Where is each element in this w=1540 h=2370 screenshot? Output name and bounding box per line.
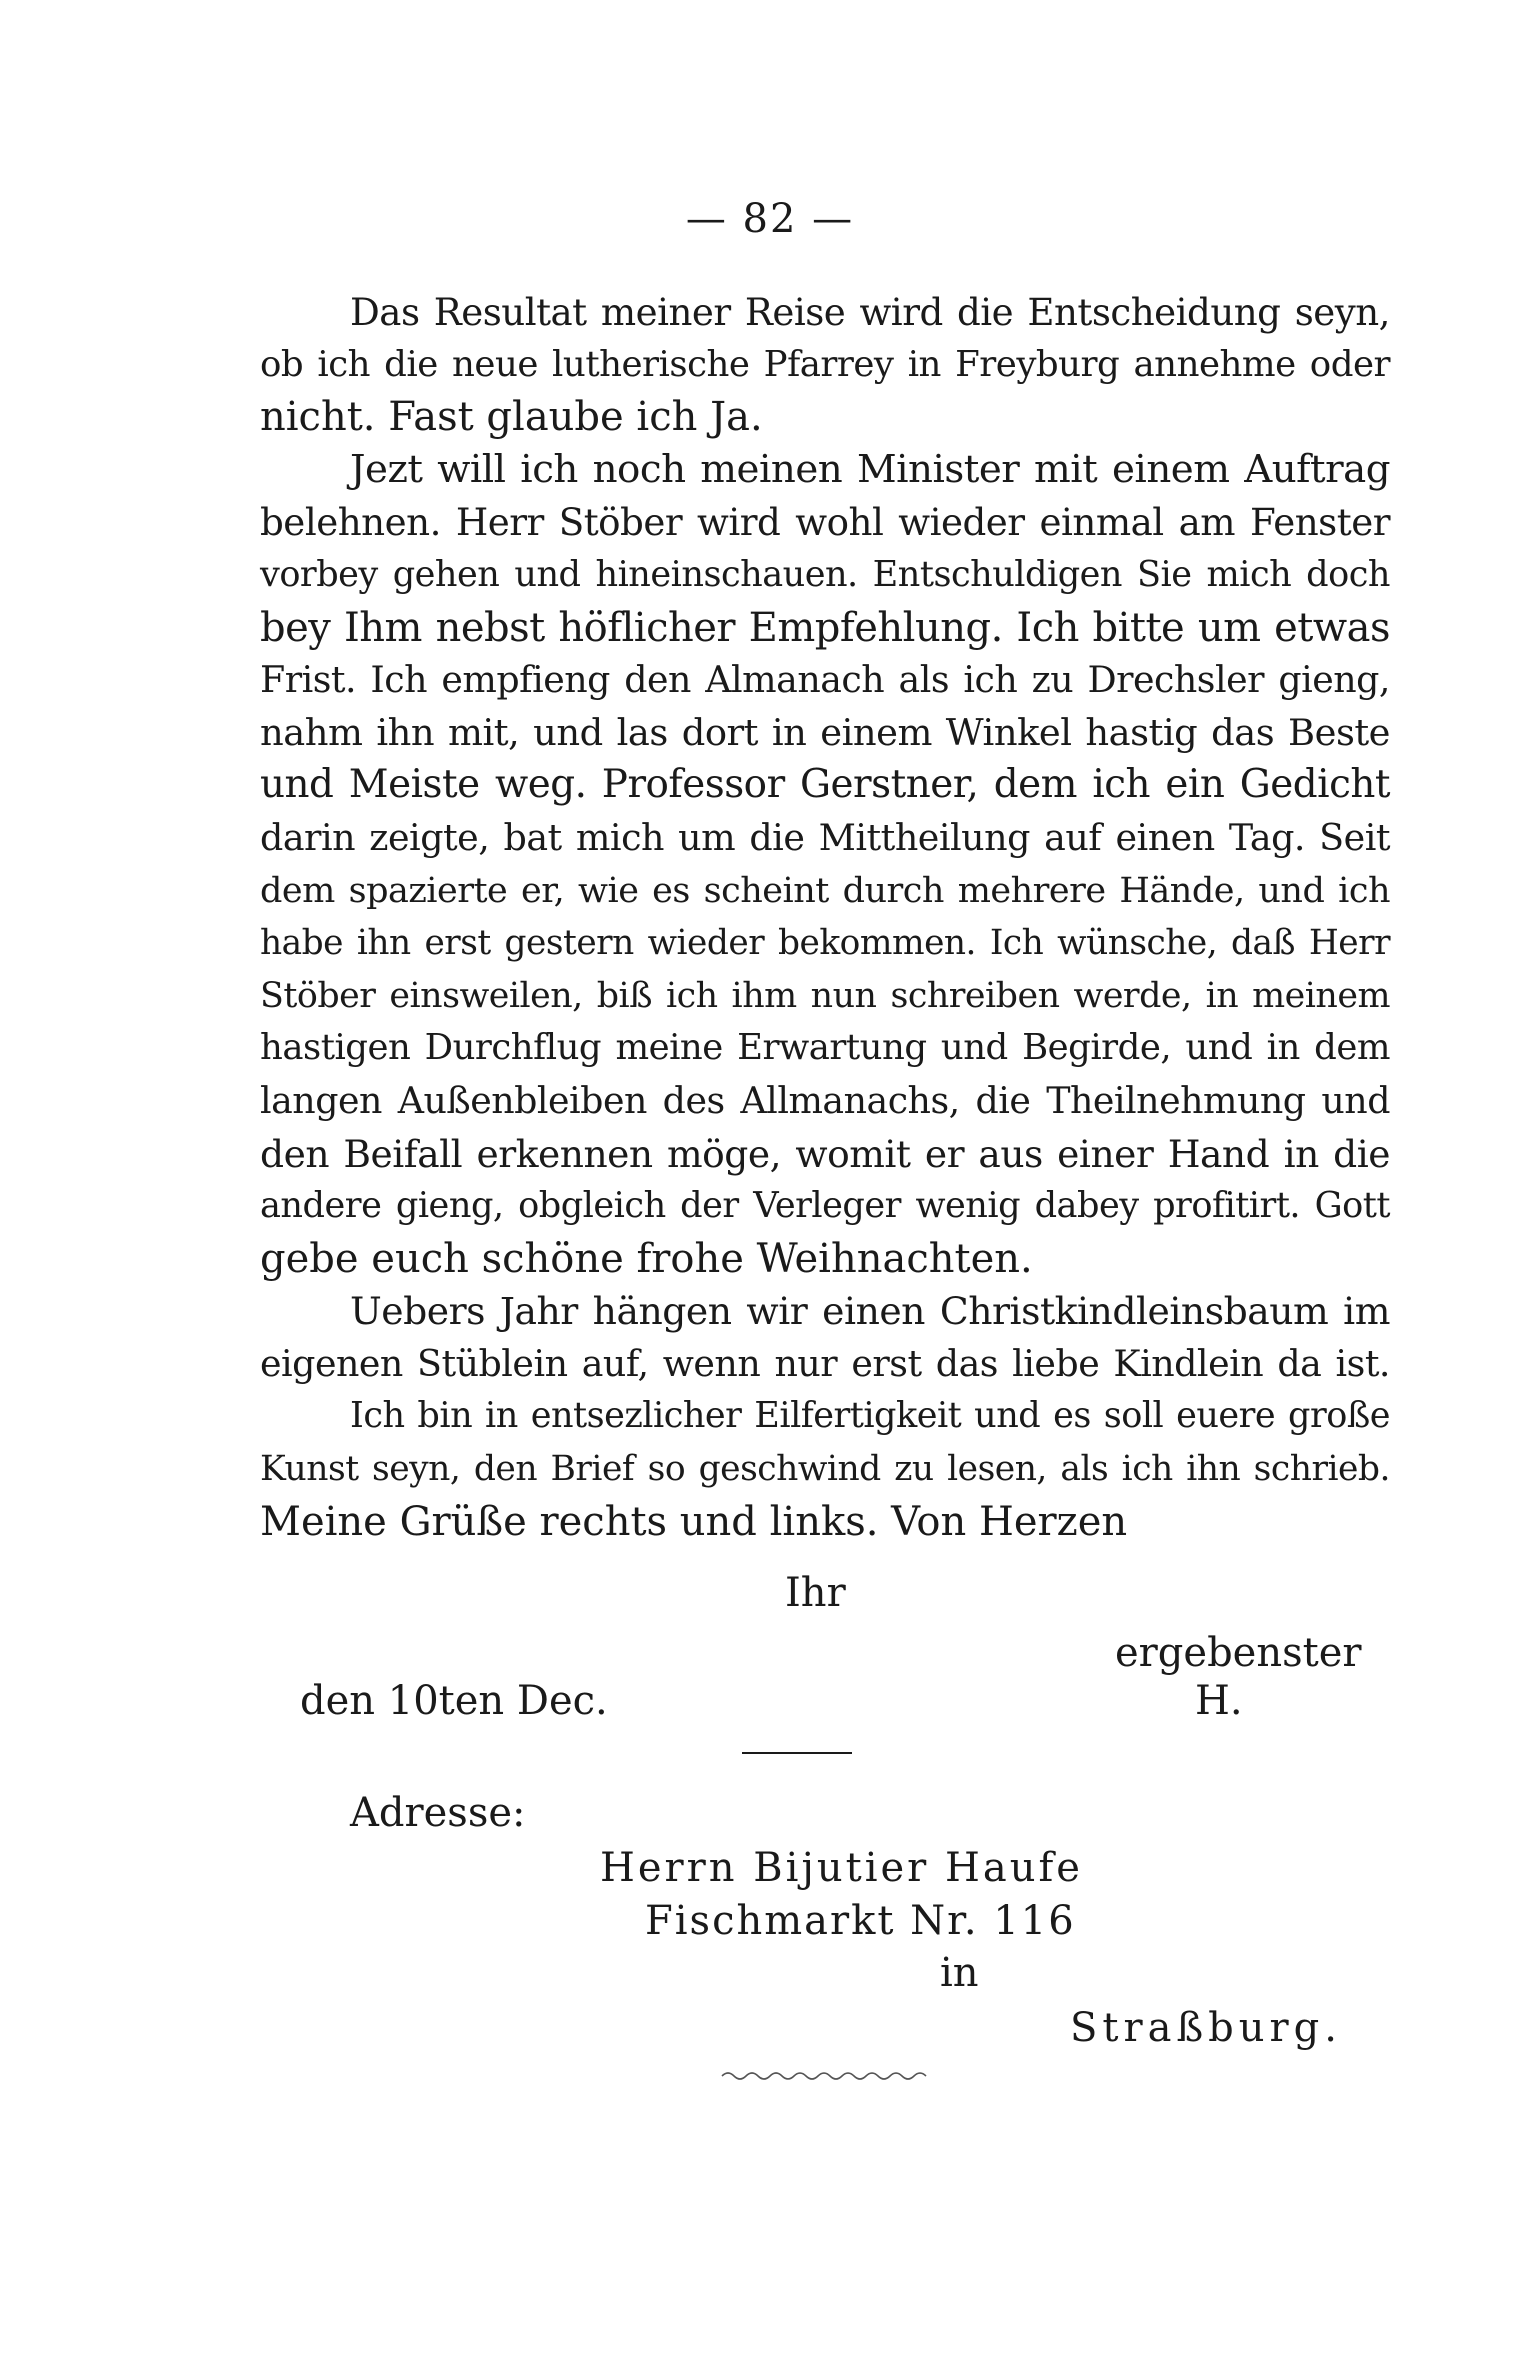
body-line: Das Resultat meiner Reise wird die Entscheidung seyn, [350, 290, 1390, 334]
page-number: — 82 — [685, 196, 855, 242]
body-line: Stöber einsweilen, biß ich ihm nun schreiben werde, in meinem [260, 975, 1390, 1016]
signature-initial: H. [1195, 1678, 1243, 1724]
body-line: Jezt will ich noch meinen Minister mit einem Auftrag [350, 446, 1390, 492]
body-line: Uebers Jahr hängen wir einen Christkindleinsbaum im [350, 1289, 1390, 1334]
body-line: hastigen Durchflug meine Erwartung und Begirde, und in dem [260, 1027, 1390, 1069]
body-line: habe ihn erst gestern wieder bekommen. Ich wünsche, daß Herr [260, 923, 1390, 964]
body-line: und Meiste weg. Professor Gerstner, dem ich ein Gedicht [260, 762, 1390, 808]
address-line-city: Straßburg. [1070, 2005, 1342, 2051]
address-line-in: in [940, 1950, 979, 1996]
letter-date: den 10ten Dec. [300, 1678, 608, 1724]
body-line: gebe euch schöne frohe Weihnachten. [260, 1235, 1033, 1282]
address-line-street: Fischmarkt Nr. 116 [645, 1898, 1076, 1944]
body-line: ob ich die neue lutherische Pfarrey in Freyburg annehme oder [260, 343, 1390, 385]
body-line: bey Ihm nebst höflicher Empfehlung. Ich bitte um etwas [260, 604, 1390, 651]
body-line: darin zeigte, bat mich um die Mittheilung auf einen Tag. Seit [260, 815, 1390, 859]
body-line: andere gieng, obgleich der Verleger wenig dabey profitirt. Gott [260, 1185, 1390, 1227]
address-line-recipient: Herrn Bijutier Haufe [600, 1845, 1083, 1891]
body-line: Ich bin in entsezlicher Eilfertigkeit und es soll euere große [350, 1395, 1390, 1437]
closing-ihr: Ihr [785, 1570, 846, 1616]
body-line: eigenen Stüblein auf, wenn nur erst das liebe Kindlein da ist. [260, 1341, 1390, 1385]
body-line: Meine Grüße rechts und links. Von Herzen [260, 1498, 1128, 1545]
body-line: langen Außenbleiben des Allmanachs, die Theilnehmung und [260, 1078, 1390, 1122]
closing-ergebenster: ergebenster [1115, 1630, 1362, 1676]
body-line: den Beifall erkennen möge, womit er aus einer Hand in die [260, 1131, 1390, 1176]
letter-body [260, 286, 1390, 1548]
body-line: Kunst seyn, den Brief so geschwind zu lesen, als ich ihn schrieb. [260, 1449, 1390, 1490]
separator-rule [742, 1752, 852, 1754]
ornament-divider [720, 2068, 930, 2084]
body-line: nicht. Fast glaube ich Ja. [260, 394, 763, 441]
body-line: dem spazierte er, wie es scheint durch mehrere Hände, und ich [260, 869, 1390, 911]
body-line: vorbey gehen und hineinschauen. Entschuldigen Sie mich doch [260, 553, 1390, 595]
body-line: belehnen. Herr Stöber wird wohl wieder einmal am Fenster [260, 500, 1390, 545]
body-line: nahm ihn mit, und las dort in einem Winkel hastig das Beste [260, 710, 1390, 754]
body-line: Frist. Ich empfieng den Almanach als ich zu Drechsler gieng, [260, 658, 1390, 702]
address-label: Adresse: [350, 1790, 526, 1836]
